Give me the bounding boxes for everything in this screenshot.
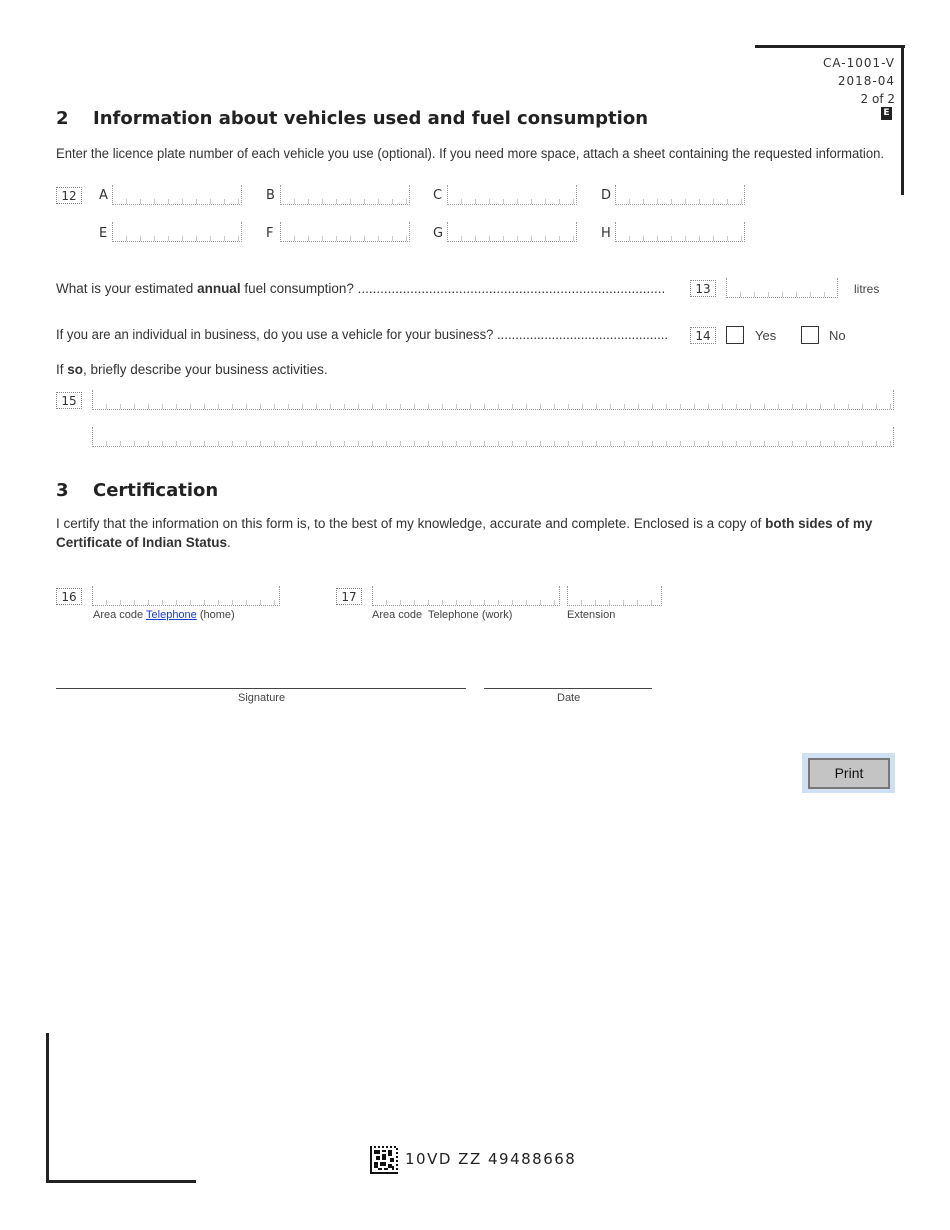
line-number-16: 16 [56, 588, 82, 605]
line-number-14: 14 [690, 327, 716, 344]
plate-field-b[interactable] [280, 185, 410, 205]
plate-field-c[interactable] [447, 185, 577, 205]
line-number-17: 17 [336, 588, 362, 605]
plate-field-h[interactable] [615, 222, 745, 242]
barcode-text: 10VD ZZ 49488668 [405, 1150, 577, 1168]
describe-instruction: If so, briefly describe your business activities. [56, 362, 328, 377]
signature-label: Signature [238, 692, 286, 704]
section-number: 2 [56, 108, 69, 129]
section-title-text: Certification [93, 480, 219, 501]
corner-mark [901, 45, 904, 195]
home-telephone-label: Area code Telephone (home) [93, 609, 235, 621]
signature-line[interactable] [56, 688, 466, 689]
no-label: No [829, 328, 846, 343]
certification-text-line-2: Certificate of Indian Status. [56, 535, 231, 550]
plate-field-f[interactable] [280, 222, 410, 242]
question-13: What is your estimated annual fuel consumption? .................................................................................. [56, 281, 666, 296]
form-identifier [823, 54, 895, 108]
area-code-label: Area code [372, 609, 423, 621]
corner-mark [46, 1033, 49, 1183]
form-version: 2018-04 [837, 74, 895, 88]
date-line[interactable] [484, 688, 652, 689]
plate-label-e: E [99, 226, 108, 241]
section-number: 3 [56, 480, 69, 501]
plate-label-h: H [601, 226, 611, 241]
telephone-link[interactable]: Telephone [146, 609, 197, 621]
home-telephone-input[interactable] [92, 586, 280, 606]
plate-label-a: A [99, 188, 108, 203]
unit-litres: litres [854, 282, 880, 296]
page-number: 2 of 2 [860, 92, 895, 106]
line-number-12: 12 [56, 187, 82, 204]
fuel-consumption-input[interactable] [726, 278, 838, 298]
section-title-text: Information about vehicles used and fuel consumption [93, 108, 649, 129]
work-telephone-label: Telephone (work) [428, 609, 513, 621]
certification-text-line-1: I certify that the information on this form is, to the best of my knowledge, accurate and complete. Enclosed is a copy of both sides of my [56, 516, 873, 531]
plate-field-a[interactable] [112, 185, 242, 205]
plate-field-g[interactable] [447, 222, 577, 242]
yes-checkbox[interactable] [726, 326, 744, 344]
form-code: CA-1001-V [822, 56, 895, 70]
plate-label-d: D [601, 188, 612, 203]
plate-label-f: F [266, 226, 274, 241]
extension-input[interactable] [567, 586, 662, 606]
plate-label-g: G [433, 226, 444, 241]
barcode-icon [370, 1146, 398, 1174]
section-2-instruction: Enter the licence plate number of each vehicle you use (optional). If you need more space, attach a sheet containing the requested information. [56, 146, 885, 161]
line-number-15: 15 [56, 392, 82, 409]
plate-label-c: C [433, 188, 443, 203]
print-button[interactable]: Print [808, 758, 890, 789]
extension-label: Extension [567, 609, 616, 621]
business-activities-line-1[interactable] [92, 390, 894, 410]
section-2-title [56, 108, 648, 129]
work-telephone-input[interactable] [372, 586, 560, 606]
plate-label-b: B [266, 188, 275, 203]
date-label: Date [557, 692, 581, 704]
question-14: If you are an individual in business, do you use a vehicle for your business? ............................................... [56, 327, 669, 342]
language-badge: E [881, 107, 892, 120]
plate-field-e[interactable] [112, 222, 242, 242]
line-number-13: 13 [690, 280, 716, 297]
business-activities-line-2[interactable] [92, 427, 894, 447]
yes-label: Yes [755, 328, 777, 343]
corner-mark [46, 1180, 196, 1183]
section-3-title [56, 480, 218, 501]
corner-mark [755, 45, 905, 48]
plate-field-d[interactable] [615, 185, 745, 205]
no-checkbox[interactable] [801, 326, 819, 344]
